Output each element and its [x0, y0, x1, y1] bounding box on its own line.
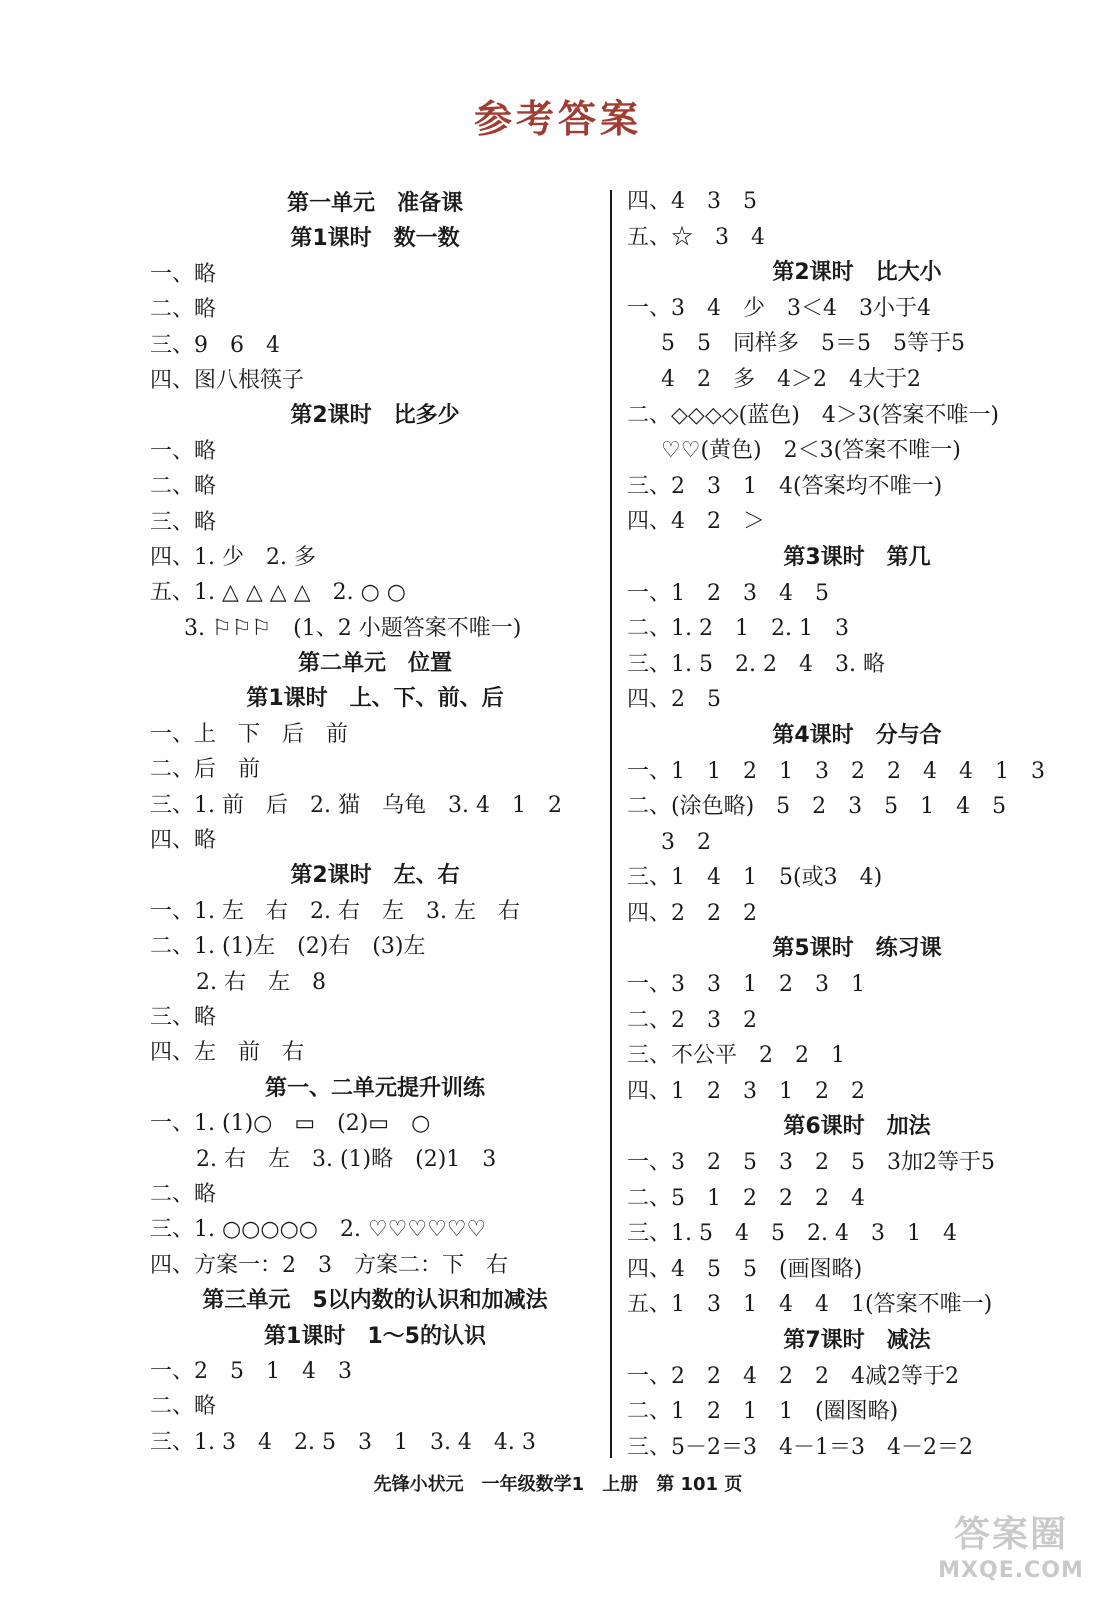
answer-line: 3 2: [661, 829, 711, 855]
answer-line: 四、左 前 右: [150, 1040, 305, 1066]
section-heading: 第6课时 加法: [783, 1114, 931, 1140]
answer-line: 二、略: [150, 1181, 217, 1207]
answer-line: 2. 右 左 3. (1)略 (2)1 3: [196, 1146, 497, 1172]
right-answer-column: [627, 184, 1087, 1465]
answer-line: 3. ⚐⚐⚐ (1、2 小题答案不唯一): [184, 615, 522, 641]
answer-line: 二、1. (1)左 (2)右 (3)左: [150, 934, 426, 960]
answer-line: 三、5－2＝3 4－1＝3 4－2＝2: [627, 1434, 973, 1460]
answer-line: 二、◇◇◇◇(蓝色) 4＞3(答案不唯一): [627, 402, 1000, 428]
answer-line: 二、(涂色略) 5 2 3 5 1 4 5: [627, 794, 1007, 820]
answer-line: 二、略: [150, 474, 217, 500]
answer-line: 五、☆ 3 4: [627, 224, 765, 250]
answer-line: 一、3 3 1 2 3 1: [627, 972, 865, 998]
section-heading: 第2课时 比多少: [290, 403, 460, 429]
answer-line: 四、略: [150, 828, 217, 854]
section-heading: 第二单元 位置: [297, 651, 452, 677]
section-heading: 第2课时 比大小: [772, 260, 942, 286]
section-heading: 第1课时 上、下、前、后: [246, 686, 504, 712]
answer-line: 三、1. 5 2. 2 4 3. 略: [627, 651, 885, 677]
page-title: 参考答案: [473, 97, 642, 141]
section-heading: 第4课时 分与合: [772, 722, 942, 748]
answer-line: 四、方案一：2 3 方案二：下 右: [150, 1252, 508, 1278]
answer-line: 二、1. 2 1 2. 1 3: [627, 616, 849, 642]
answer-line: 五、1 3 1 4 4 1(答案不唯一): [627, 1292, 993, 1318]
answer-line: 三、1. ○○○○○ 2. ♡♡♡♡♡♡: [150, 1217, 487, 1243]
answer-line: 四、4 3 5: [627, 189, 757, 214]
column-divider: [610, 190, 612, 1458]
answer-line: 三、1. 3 4 2. 5 3 1 3. 4 4. 3: [150, 1429, 536, 1455]
answer-line: 三、1 4 1 5(或3 4): [627, 865, 883, 891]
answer-line: 一、1 2 3 4 5: [627, 580, 829, 606]
answer-line: 一、1. 左 右 2. 右 左 3. 左 右: [150, 898, 520, 924]
answer-line: 三、2 3 1 4(答案均不唯一): [627, 473, 943, 499]
answer-line: 二、略: [150, 297, 217, 323]
answer-line: 四、4 5 5 (画图略): [627, 1256, 863, 1282]
answer-line: 一、1 1 2 1 3 2 2 4 4 1 3: [627, 758, 1045, 784]
answer-line: ♡♡(黄色) 2＜3(答案不唯一): [661, 438, 961, 464]
answer-line: 一、上 下 后 前: [150, 721, 349, 747]
page-footer: 先锋小状元 一年级数学1 上册 第 101 页: [373, 1474, 743, 1495]
answer-line: 一、略: [150, 261, 217, 287]
answer-line: 三、9 6 4: [150, 332, 280, 358]
answer-line: 5 5 同样多 5＝5 5等于5: [661, 331, 965, 357]
section-heading: 第2课时 左、右: [290, 863, 460, 889]
section-heading: 第1课时 1～5的认识: [264, 1323, 486, 1349]
answer-line: 四、2 2 2: [627, 900, 757, 926]
answer-line: 三、1. 5 4 5 2. 4 3 1 4: [627, 1221, 957, 1247]
section-heading: 第5课时 练习课: [772, 936, 942, 962]
answer-line: 一、3 2 5 3 2 5 3加2等于5: [627, 1150, 995, 1176]
answer-line: 一、1. (1)○ ▭ (2)▭ ○: [150, 1111, 431, 1137]
section-heading: 第1课时 数一数: [290, 226, 460, 252]
answer-line: 二、5 1 2 2 2 4: [627, 1185, 865, 1211]
left-answer-column: [150, 186, 600, 1460]
section-heading: 第三单元 5以内数的认识和加减法: [202, 1288, 548, 1314]
answer-line: 4 2 多 4＞2 4大于2: [661, 366, 921, 392]
section-heading: 第一单元 准备课: [286, 191, 463, 216]
answer-line: 2. 右 左 8: [196, 969, 326, 995]
answer-line: 一、2 5 1 4 3: [150, 1358, 352, 1384]
answer-line: 二、略: [150, 1394, 217, 1420]
answer-line: 三、略: [150, 1004, 217, 1030]
answer-line: 五、1. △ △ △ △ 2. ○ ○: [150, 580, 407, 606]
answer-line: 二、后 前: [150, 757, 261, 783]
answer-line: 三、1. 前 后 2. 猫 乌龟 3. 4 1 2: [150, 792, 562, 818]
answer-line: 一、2 2 4 2 2 4减2等于2: [627, 1363, 959, 1389]
answer-line: 二、1 2 1 1 (圈图略): [627, 1399, 899, 1425]
answer-line: 四、1 2 3 1 2 2: [627, 1078, 865, 1104]
section-heading: 第一、二单元提升训练: [264, 1075, 485, 1101]
answer-line: 二、2 3 2: [627, 1007, 757, 1033]
answer-line: 四、2 5: [627, 687, 721, 713]
answer-line: 三、不公平 2 2 1: [627, 1043, 845, 1069]
answer-line: 三、略: [150, 509, 217, 535]
answer-line: 四、图八根筷子: [150, 367, 305, 393]
answer-line: 一、3 4 少 3＜4 3小于4: [627, 295, 931, 321]
section-heading: 第3课时 第几: [783, 544, 931, 570]
watermark-logo: [926, 1512, 1096, 1592]
answer-line: 四、4 2 ＞: [627, 509, 765, 535]
section-heading: 第7课时 减法: [783, 1328, 931, 1353]
watermark-url: MXQE.COM: [938, 1558, 1084, 1583]
watermark-text: 答案圈: [953, 1514, 1068, 1555]
answer-line: 四、1. 少 2. 多: [150, 544, 316, 570]
answer-line: 一、略: [150, 438, 217, 464]
